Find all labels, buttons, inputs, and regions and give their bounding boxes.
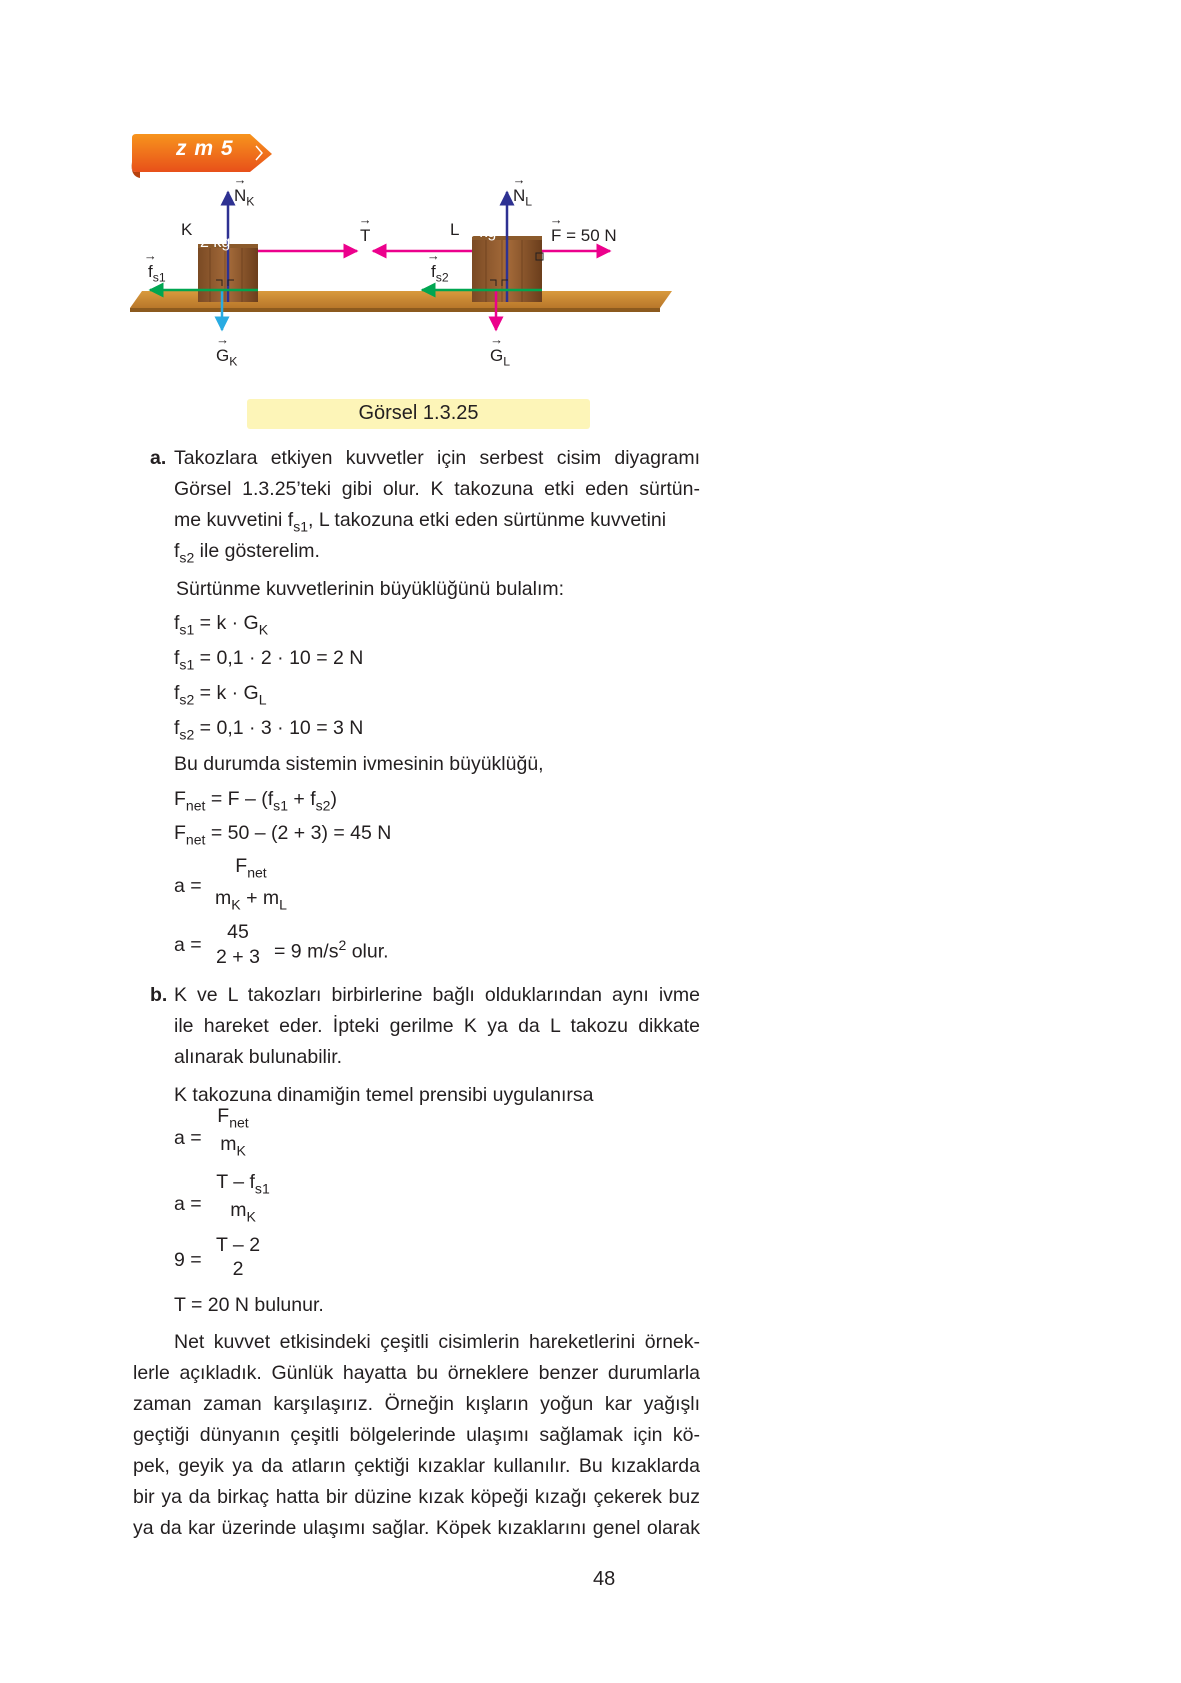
normal-force-l-label: → $N_L$ bbox=[513, 186, 532, 209]
equation-b3-denominator: 2 bbox=[232, 1258, 244, 1280]
equation-a-value-numerator: 45 bbox=[227, 921, 249, 943]
block-k-name: K bbox=[181, 220, 193, 239]
equation-fnet-value: $F_{net} = 50 - (2 + 3) = 45$ N bbox=[174, 822, 392, 848]
equation-a-value-denominator: 2 + 3 bbox=[216, 946, 260, 968]
equation-a-lhs: a = bbox=[174, 875, 202, 897]
paragraph-line-4: geçtiği dünyanın çeşitli bölgelerinde ulaşımı sağlamak için kö- bbox=[133, 1424, 700, 1446]
block-l-mass: 3 kg bbox=[466, 224, 497, 241]
equation-a-denominator: $m_K + m_L$ bbox=[215, 887, 287, 913]
part-b-line-3: alınarak bulunabilir. bbox=[174, 1046, 343, 1068]
part-a-line-4: $f_{s2}$ ile gösterelim. bbox=[174, 540, 320, 566]
paragraph-line-6: bir ya da birkaç hatta bir düzine kızak köpeği kızağı çekerek buz bbox=[133, 1486, 700, 1508]
paragraph-line-3: zaman zaman karşılaşırız. Örneğin kışların yoğun kar yağışlı bbox=[133, 1393, 700, 1415]
equation-b3-numerator: T – 2 bbox=[215, 1234, 261, 1256]
applied-force-label: → F = 50 N bbox=[551, 226, 617, 246]
weight-k-label: → $G_K$ bbox=[216, 346, 237, 369]
equation-a-value-lhs: a = bbox=[174, 934, 202, 956]
figure-caption: Görsel 1.3.25 bbox=[358, 402, 479, 424]
part-b-line-1: K ve L takozları birbirlerine bağlı olduklarından aynı ivme bbox=[174, 984, 700, 1006]
friction-k-label: → $f_{s1}$ bbox=[148, 262, 166, 285]
paragraph-line-5: pek, geyik ya da atların çektiği kızaklar kullanılır. Bu kızaklarda bbox=[133, 1455, 700, 1477]
paragraph-line-1: Net kuvvet etkisindeki çeşitli cisimlerin hareketlerini örnek- bbox=[174, 1331, 700, 1353]
tension-result: T = 20 N bulunur. bbox=[174, 1294, 324, 1316]
paragraph-line-2: lerle açıkladık. Günlük hayatta bu örneklere benzer durumlarla bbox=[133, 1362, 700, 1384]
equation-b1-numerator: $F_{net}$ bbox=[217, 1105, 249, 1131]
equation-b1-denominator: $m_K$ bbox=[220, 1133, 246, 1159]
part-b-label: b. bbox=[150, 984, 168, 1006]
paragraph-line-7: ya da kar üzerinde ulaşımı sağlar. Köpek kızaklarını genel olarak bbox=[133, 1517, 700, 1539]
part-a-label: a. bbox=[150, 447, 167, 469]
page-number: 48 bbox=[593, 1568, 616, 1590]
equation-fs2-value: $f_{s2} = 0,1 \cdot 3 \cdot 10 = 3$ N bbox=[174, 717, 364, 743]
part-a-intro: Sürtünme kuvvetlerinin büyüklüğünü bulalım: bbox=[176, 578, 565, 600]
part-a-line-2: Görsel 1.3.25’teki gibi olur. K takozuna etki eden sürtün- bbox=[174, 478, 700, 500]
part-a-line-1: Takozlara etkiyen kuvvetler için serbest cisim diyagramı bbox=[174, 447, 700, 469]
equation-b2-numerator: T – $f_{s1}$ bbox=[216, 1171, 270, 1197]
free-body-diagram bbox=[130, 180, 690, 410]
block-k-mass: 2 kg bbox=[200, 234, 231, 251]
equation-fs1-formula: $f_{s1} = k \cdot G_K$ bbox=[174, 612, 269, 638]
equation-fnet-formula: $F_{net} = F - (f_{s1} + f_{s2})$ bbox=[174, 788, 337, 814]
example-banner-label: z m 5 bbox=[176, 137, 234, 160]
equation-fs1-value: $f_{s1} = 0,1 \cdot 2 \cdot 10 = 2$ N bbox=[174, 647, 364, 673]
equation-fs2-formula: $f_{s2} = k \cdot G_L$ bbox=[174, 682, 267, 708]
part-b-intro: K takozuna dinamiğin temel prensibi uygulanırsa bbox=[174, 1084, 594, 1106]
equation-b2-denominator: $m_K$ bbox=[230, 1199, 256, 1225]
acceleration-intro: Bu durumda sistemin ivmesinin büyüklüğü, bbox=[174, 753, 544, 775]
equation-a-value-result: = 9 $m/s^2$ olur. bbox=[274, 937, 389, 963]
tension-label: → T bbox=[360, 226, 370, 246]
equation-a-numerator: $F_{net}$ bbox=[235, 855, 267, 881]
equation-b1-lhs: a = bbox=[174, 1127, 202, 1149]
normal-force-k-label: → $N_K$ bbox=[234, 186, 254, 209]
part-b-line-2: ile hareket eder. İpteki gerilme K ya da L takozu dikkate bbox=[174, 1015, 700, 1037]
weight-l-label: → $G_L$ bbox=[490, 346, 510, 369]
friction-l-label: → $f_{s2}$ bbox=[431, 262, 449, 285]
part-a-line-3: me kuvvetini $f_{s1}$, L takozuna etki eden sürtünme kuvvetini bbox=[174, 509, 667, 535]
block-l-name: L bbox=[450, 220, 460, 239]
equation-b2-lhs: a = bbox=[174, 1193, 202, 1215]
equation-b3-lhs: 9 = bbox=[174, 1249, 202, 1271]
